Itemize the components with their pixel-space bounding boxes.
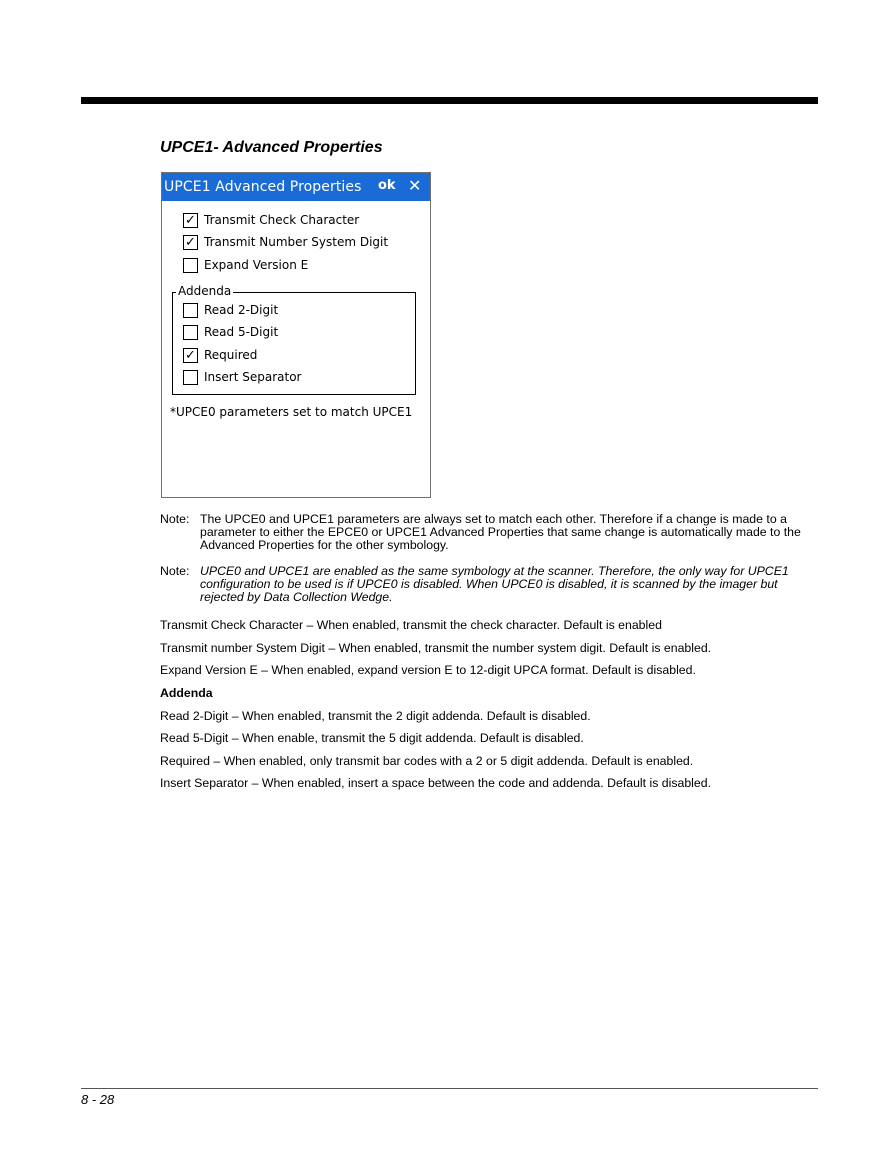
section-title: UPCE1- Advanced Properties bbox=[160, 139, 383, 156]
dialog-title: UPCE1 Advanced Properties bbox=[164, 179, 362, 195]
checkbox-box[interactable] bbox=[183, 303, 198, 318]
expand-version-e-checkbox[interactable] bbox=[183, 256, 308, 274]
close-icon[interactable]: ✕ bbox=[408, 176, 422, 195]
checkbox-box[interactable]: ✓ bbox=[183, 213, 198, 228]
note-text: UPCE0 and UPCE1 are enabled as the same symbology at the scanner. Therefore, the only way for UPCE1 configuration to be used is if UPCE0 is disabled. When UPCE0 is disabled, it is scanned by the imager but rejected by Data Collection Wedge. bbox=[200, 564, 789, 604]
checkbox-label: Required bbox=[204, 348, 258, 362]
note-text: The UPCE0 and UPCE1 parameters are always set to match each other. Therefore if a change is made to a parameter to either the EPCE0 or UPCE1 Advanced Properties that same change is automatically made to the Advanced Properties for the other symbology. bbox=[200, 512, 801, 552]
bottom-rule bbox=[81, 1088, 818, 1089]
checkbox-box[interactable]: ✓ bbox=[183, 348, 198, 363]
paragraph-transmit-number-system-digit: Transmit number System Digit – When enabled, transmit the number system digit. Default is enabled. bbox=[160, 641, 712, 655]
transmit-check-character-checkbox[interactable] bbox=[183, 211, 359, 229]
addenda-heading: Addenda bbox=[160, 686, 213, 700]
paragraph-read-2-digit: Read 2-Digit – When enabled, transmit the 2 digit addenda. Default is disabled. bbox=[160, 709, 591, 723]
note-label: Note: bbox=[160, 512, 190, 526]
note-2 bbox=[160, 565, 814, 604]
checkbox-label: Transmit Number System Digit bbox=[204, 235, 389, 249]
checkbox-label: Insert Separator bbox=[204, 370, 302, 384]
note-1 bbox=[160, 513, 814, 552]
top-rule bbox=[81, 97, 818, 104]
checkbox-label: Read 2-Digit bbox=[204, 303, 279, 317]
addenda-group-label: Addenda bbox=[178, 284, 232, 298]
paragraph-insert-separator: Insert Separator – When enabled, insert a space between the code and addenda. Default is disabled. bbox=[160, 776, 711, 790]
paragraph-read-5-digit: Read 5-Digit – When enable, transmit the 5 digit addenda. Default is disabled. bbox=[160, 731, 584, 745]
upce1-advanced-properties-dialog bbox=[161, 172, 431, 498]
checkbox-box[interactable]: ✓ bbox=[183, 235, 198, 250]
ok-button[interactable]: ok bbox=[378, 178, 396, 193]
page-number: 8 - 28 bbox=[81, 1092, 115, 1107]
paragraph-transmit-check-character: Transmit Check Character – When enabled, transmit the check character. Default is enabled bbox=[160, 618, 662, 632]
checkbox-box[interactable] bbox=[183, 370, 198, 385]
required-checkbox[interactable] bbox=[183, 346, 257, 364]
insert-separator-checkbox[interactable] bbox=[183, 368, 301, 386]
read-5-digit-checkbox[interactable] bbox=[183, 323, 278, 341]
dialog-title-bar bbox=[162, 173, 430, 201]
checkbox-box[interactable] bbox=[183, 325, 198, 340]
dialog-footnote: *UPCE0 parameters set to match UPCE1 bbox=[170, 405, 413, 419]
note-label: Note: bbox=[160, 564, 190, 578]
paragraph-required: Required – When enabled, only transmit bar codes with a 2 or 5 digit addenda. Default is enabled. bbox=[160, 754, 694, 768]
checkbox-label: Read 5-Digit bbox=[204, 325, 279, 339]
read-2-digit-checkbox[interactable] bbox=[183, 301, 278, 319]
transmit-number-system-digit-checkbox[interactable] bbox=[183, 233, 388, 251]
paragraph-expand-version-e: Expand Version E – When enabled, expand version E to 12-digit UPCA format. Default is disabled. bbox=[160, 663, 696, 677]
checkbox-box[interactable] bbox=[183, 258, 198, 273]
checkbox-label: Transmit Check Character bbox=[204, 213, 360, 227]
checkbox-label: Expand Version E bbox=[204, 258, 309, 272]
